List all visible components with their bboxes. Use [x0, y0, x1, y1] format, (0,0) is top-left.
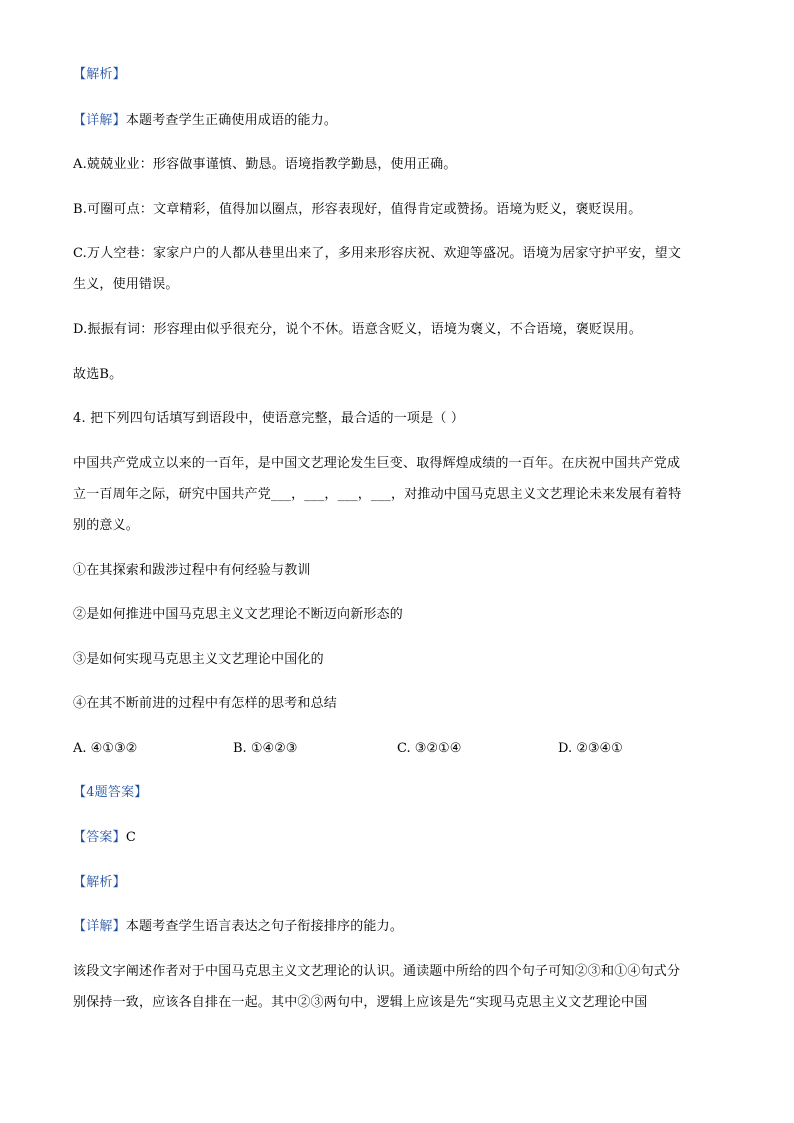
option-b: B. ①④②③	[233, 741, 298, 756]
passage-line-3: 别的意义。	[73, 518, 140, 533]
explanation-line-1: 该段文字阐述作者对于中国马克思主义文艺理论的认识。通读题中所给的四个句子可知②③和①④句式分	[73, 964, 681, 979]
detail-text-2: 本题考查学生语言表达之句子衔接排序的能力。	[125, 919, 404, 934]
answer-line	[73, 830, 136, 846]
passage-line-2: 立一百周年之际，研究中国共产党___，___，___，___，对推动中国马克思主义文艺理论未来发展有着特	[73, 487, 682, 502]
sentence-2: ②是如何推进中国马克思主义文艺理论不断迈向新形态的	[73, 607, 404, 622]
question-4: 4. 把下列四句话填写到语段中，使语意完整，最合适的一项是（ ）	[73, 411, 465, 426]
detail-line-1	[73, 113, 337, 129]
explanation-c-line2: 生义，使用错误。	[73, 277, 179, 292]
explanation-line-2: 别保持一致，应该各自排在一起。其中②③两句中，逻辑上应该是先“实现马克思主义文艺理论中国	[73, 995, 648, 1010]
detail-tag-1: 【详解】	[73, 113, 126, 128]
detail-tag-2: 【详解】	[73, 919, 126, 934]
detail-line-2	[73, 919, 403, 935]
explanation-c-line1: C.万人空巷：家家户户的人都从巷里出来了，多用来形容庆祝、欢迎等盛况。语境为居家守护平安，望文	[73, 246, 682, 261]
conclusion-line: 故选B。	[73, 367, 123, 382]
explanation-b: B.可圈可点：文章精彩，值得加以圈点，形容表现好，值得肯定或赞扬。语境为贬义，褒贬误用。	[73, 202, 642, 217]
option-a: A. ④①③②	[73, 741, 138, 756]
option-c: C. ③②①④	[397, 741, 462, 756]
explanation-a: A.兢兢业业：形容做事谨慎、勤恳。语境指教学勤恳，使用正确。	[73, 157, 457, 172]
passage-line-1: 中国共产党成立以来的一百年，是中国文艺理论发生巨变、取得辉煌成绩的一百年。在庆祝中国共产党成	[73, 456, 681, 471]
explanation-d: D.振振有词：形容理由似乎很充分，说个不休。语意含贬义，语境为褒义，不合语境，褒贬误用。	[73, 322, 642, 337]
option-d: D. ②③④①	[558, 741, 623, 756]
answer-tag: 【答案】	[73, 830, 126, 845]
analysis-heading-1: 【解析】	[73, 67, 126, 82]
sentence-4: ④在其不断前进的过程中有怎样的思考和总结	[73, 696, 338, 711]
detail-text-1: 本题考查学生正确使用成语的能力。	[125, 113, 338, 128]
answer-header: 【4题答案】	[73, 785, 148, 800]
analysis-heading-2: 【解析】	[73, 875, 126, 890]
sentence-1: ①在其探索和跋涉过程中有何经验与教训	[73, 563, 311, 578]
sentence-3: ③是如何实现马克思主义文艺理论中国化的	[73, 652, 324, 667]
answer-value: C	[125, 830, 136, 845]
